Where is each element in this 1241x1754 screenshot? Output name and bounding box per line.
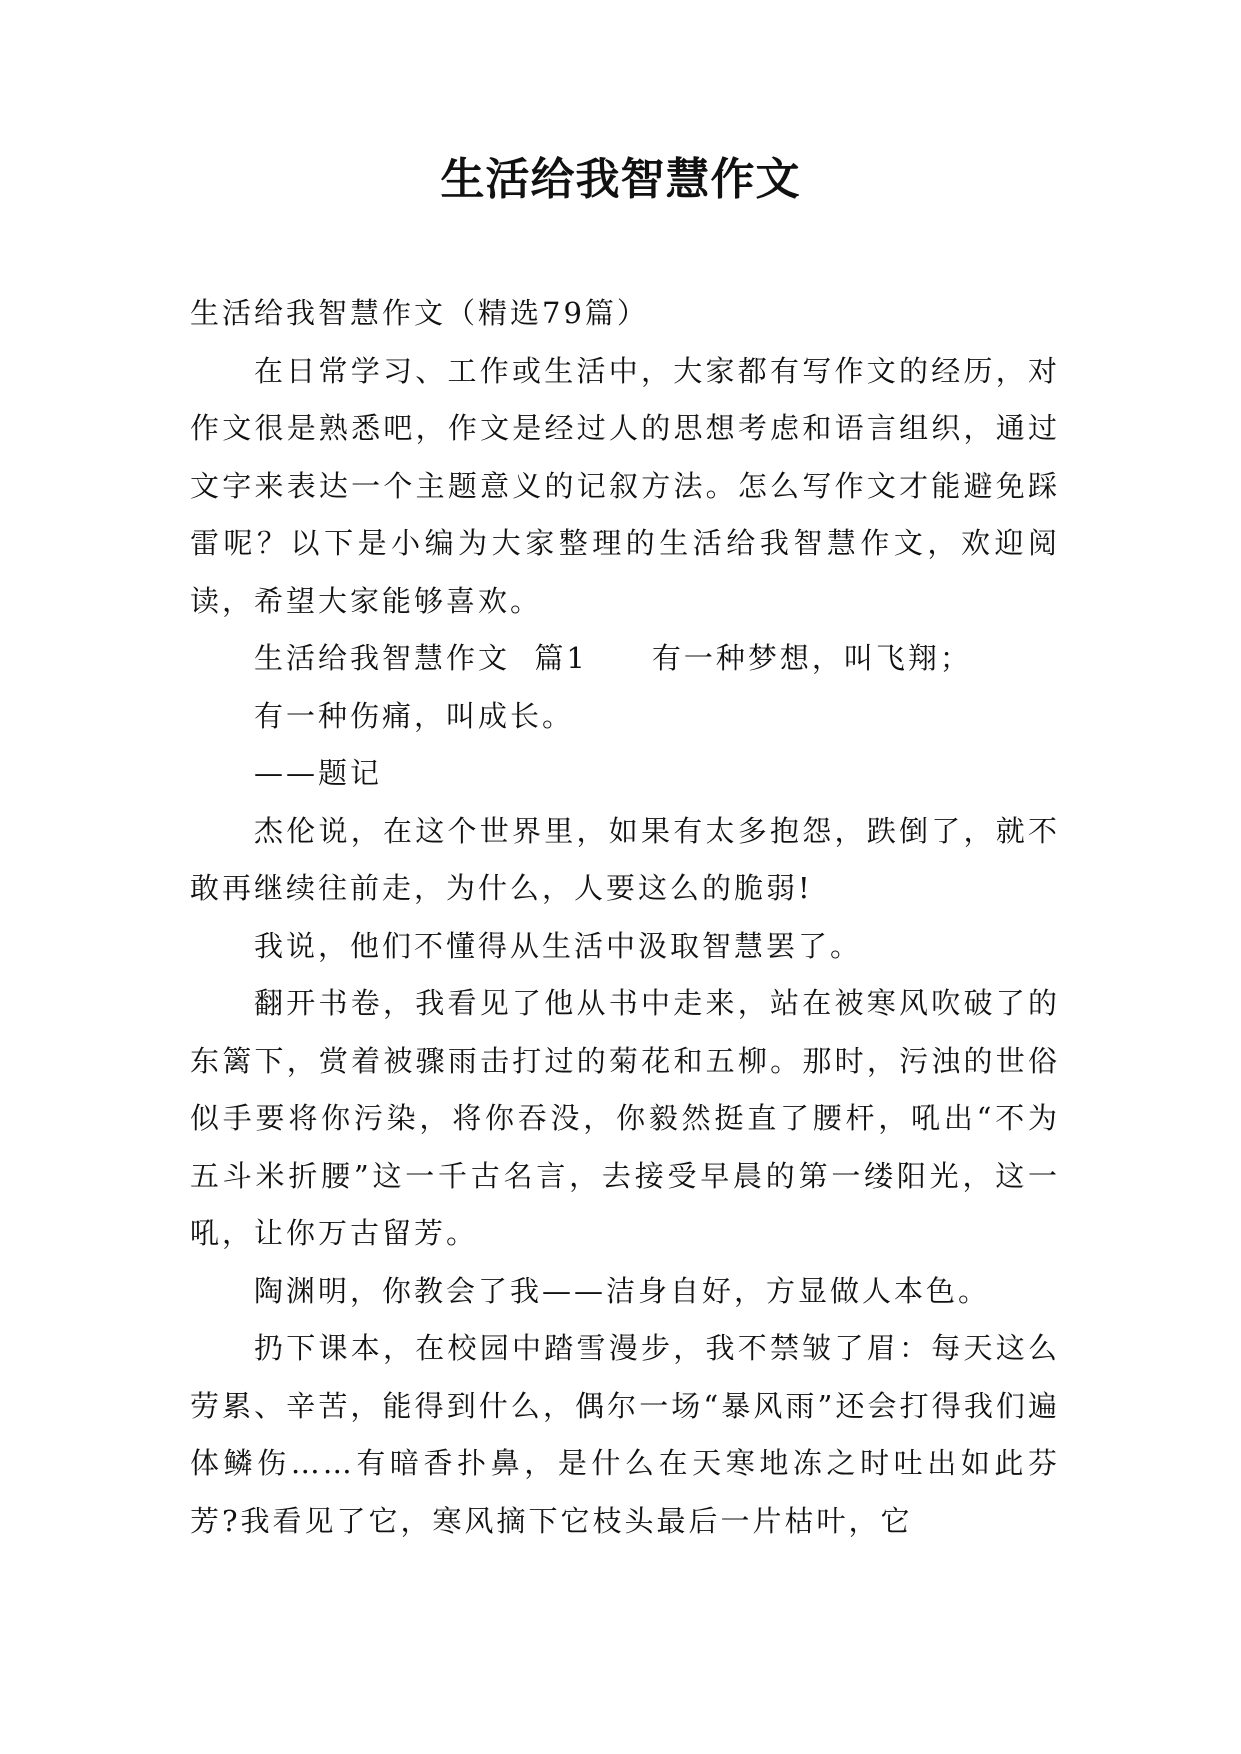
body-paragraph: 我说，他们不懂得从生活中汲取智慧罢了。 [254,928,863,963]
essay-heading-line: 生活给我智慧作文 篇1 有一种梦想，叫飞翔； [254,641,972,675]
document-title: 生活给我智慧作文 [440,154,801,205]
body-paragraph: 陶渊明，你教会了我——洁身自好，方显做人本色。 [254,1273,991,1308]
body-paragraph: 翻开书卷，我看见了他从书中走来，站在被寒风吹破了的东篱下，赏着被骤雨击打过的菊花和五柳。那时，污浊的世俗似手要将你污染，将你吞没，你毅然挺直了腰杆，吼出“不为五斗米折腰”这一千古名言，去接受早晨的第一缕阳光，这一吼，让你万古留芳。 [190,986,1060,1250]
epigraph-attribution: ——题记 [254,756,383,790]
body-paragraph: 扔下课本，在校园中踏雪漫步，我不禁皱了眉：每天这么劳累、辛苦，能得到什么，偶尔一场“暴风雨”还会打得我们遍体鳞伤……有暗香扑鼻，是什么在天寒地冻之时吐出如此芬芳?我看见了它，寒风摘下它枝头最后一片枯叶，它 [190,1331,1060,1538]
document-body [190,285,1060,1550]
epigraph-line: 有一种伤痛，叫成长。 [254,698,575,733]
document-subtitle: 生活给我智慧作文（精选79篇） [190,296,649,330]
intro-paragraph: 在日常学习、工作或生活中，大家都有写作文的经历，对作文很是熟悉吧，作文是经过人的思想考虑和语言组织，通过文字来表达一个主题意义的记叙方法。怎么写作文才能避免踩雷呢？以下是小编为大家整理的生活给我智慧作文，欢迎阅读，希望大家能够喜欢。 [190,353,1060,618]
body-paragraph: 杰伦说，在这个世界里，如果有太多抱怨，跌倒了，就不敢再继续往前走，为什么，人要这么的脆弱! [190,813,1060,905]
